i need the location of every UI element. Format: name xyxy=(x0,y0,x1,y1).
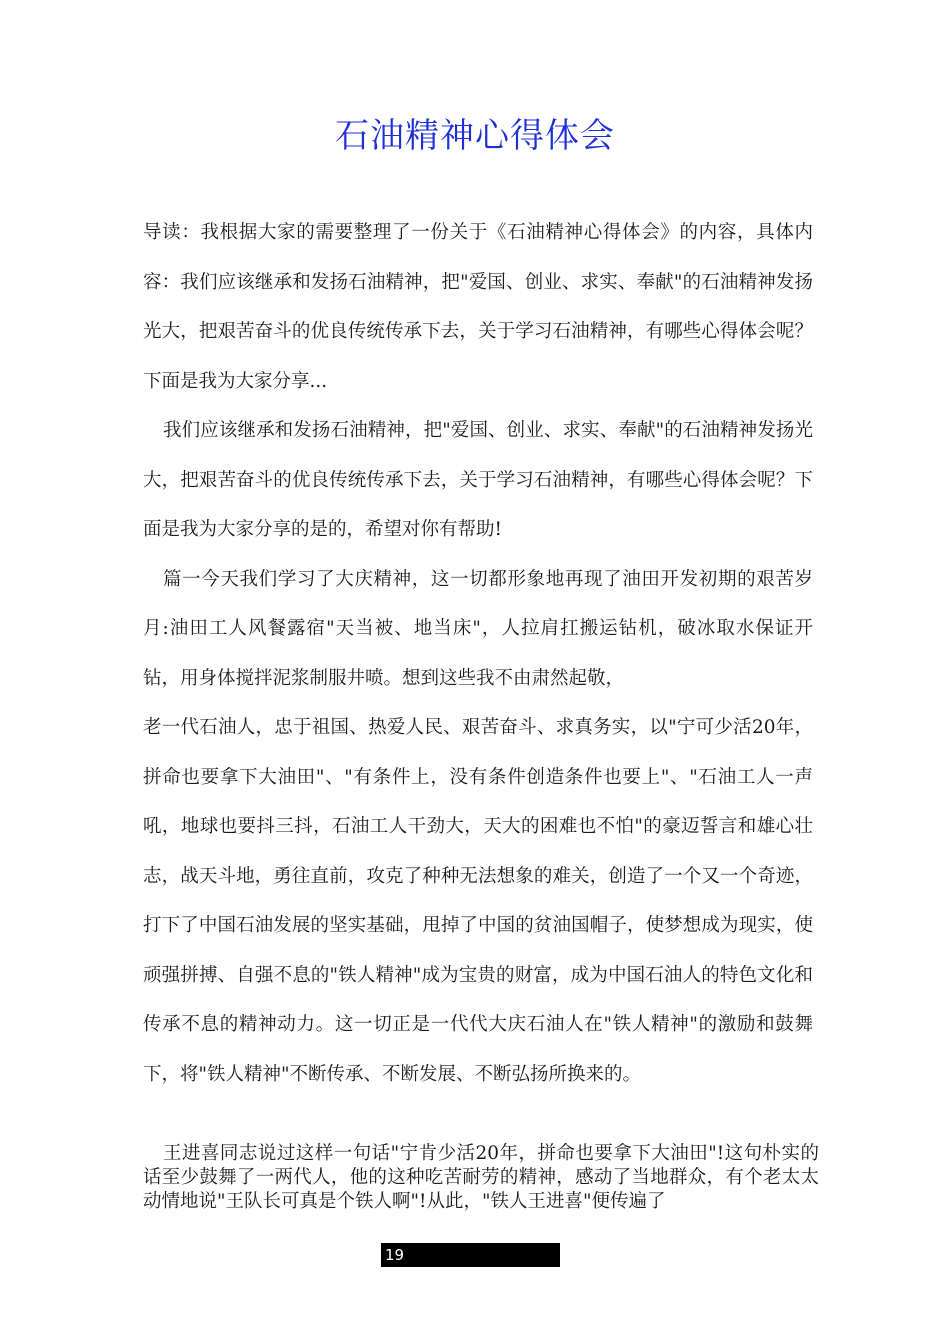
document-body xyxy=(143,208,813,1099)
intro-paragraph: 导读：我根据大家的需要整理了一份关于《石油精神心得体会》的内容，具体内容：我们应该继承和发扬石油精神，把"爱国、创业、求实、奉献"的石油精神发扬光大，把艰苦奋斗的优良传统传承下去，关于学习石油精神，有哪些心得体会呢？下面是我为大家分享... xyxy=(143,222,813,392)
old-generation-paragraph: 老一代石油人，忠于祖国、热爱人民、艰苦奋斗、求真务实，以"宁可少活20年，拼命也要拿下大油田"、"有条件上，没有条件创造条件也要上"、"石油工人一声吼，地球也要抖三抖，石油工人干劲大，天大的困难也不怕"的豪迈誓言和雄心壮志，战天斗地，勇往直前，攻克了种种无法想象的难关，创造了一个又一个奇迹，打下了中国石油发展的坚实基础，甩掉了中国的贫油国帽子，使梦想成为现实，使顽强拼搏、自强不息的"铁人精神"成为宝贵的财富，成为中国石油人的特色文化和传承不息的精神动力。这一切正是一代代大庆石油人在"铁人精神"的激励和鼓舞下，将"铁人精神"不断传承、不断发展、不断弘扬所换来的。 xyxy=(143,717,813,1085)
wang-jinxi-paragraph: 王进喜同志说过这样一句话"宁肯少活20年，拼命也要拿下大油田"!这句朴实的话至少鼓舞了一两代人，他的这种吃苦耐劳的精神，感动了当地群众，有个老太太动情地说"王队长可真是个铁人啊"!从此，"铁人王进喜"便传遍了 xyxy=(143,1143,819,1212)
document-title: 石油精神心得体会 xyxy=(335,116,615,156)
page-number: 19 xyxy=(381,1243,560,1267)
summary-paragraph: 我们应该继承和发扬石油精神，把"爱国、创业、求实、奉献"的石油精神发扬光大，把艰苦奋斗的优良传统传承下去，关于学习石油精神，有哪些心得体会呢？下面是我为大家分享的是的，希望对你有帮助! xyxy=(143,420,813,540)
section-one-paragraph: 篇一今天我们学习了大庆精神，这一切都形象地再现了油田开发初期的艰苦岁月:油田工人风餐露宿"天当被、地当床"，人拉肩扛搬运钻机，破冰取水保证开钻，用身体搅拌泥浆制服井喷。想到这些我不由肃然起敬， xyxy=(143,568,813,689)
